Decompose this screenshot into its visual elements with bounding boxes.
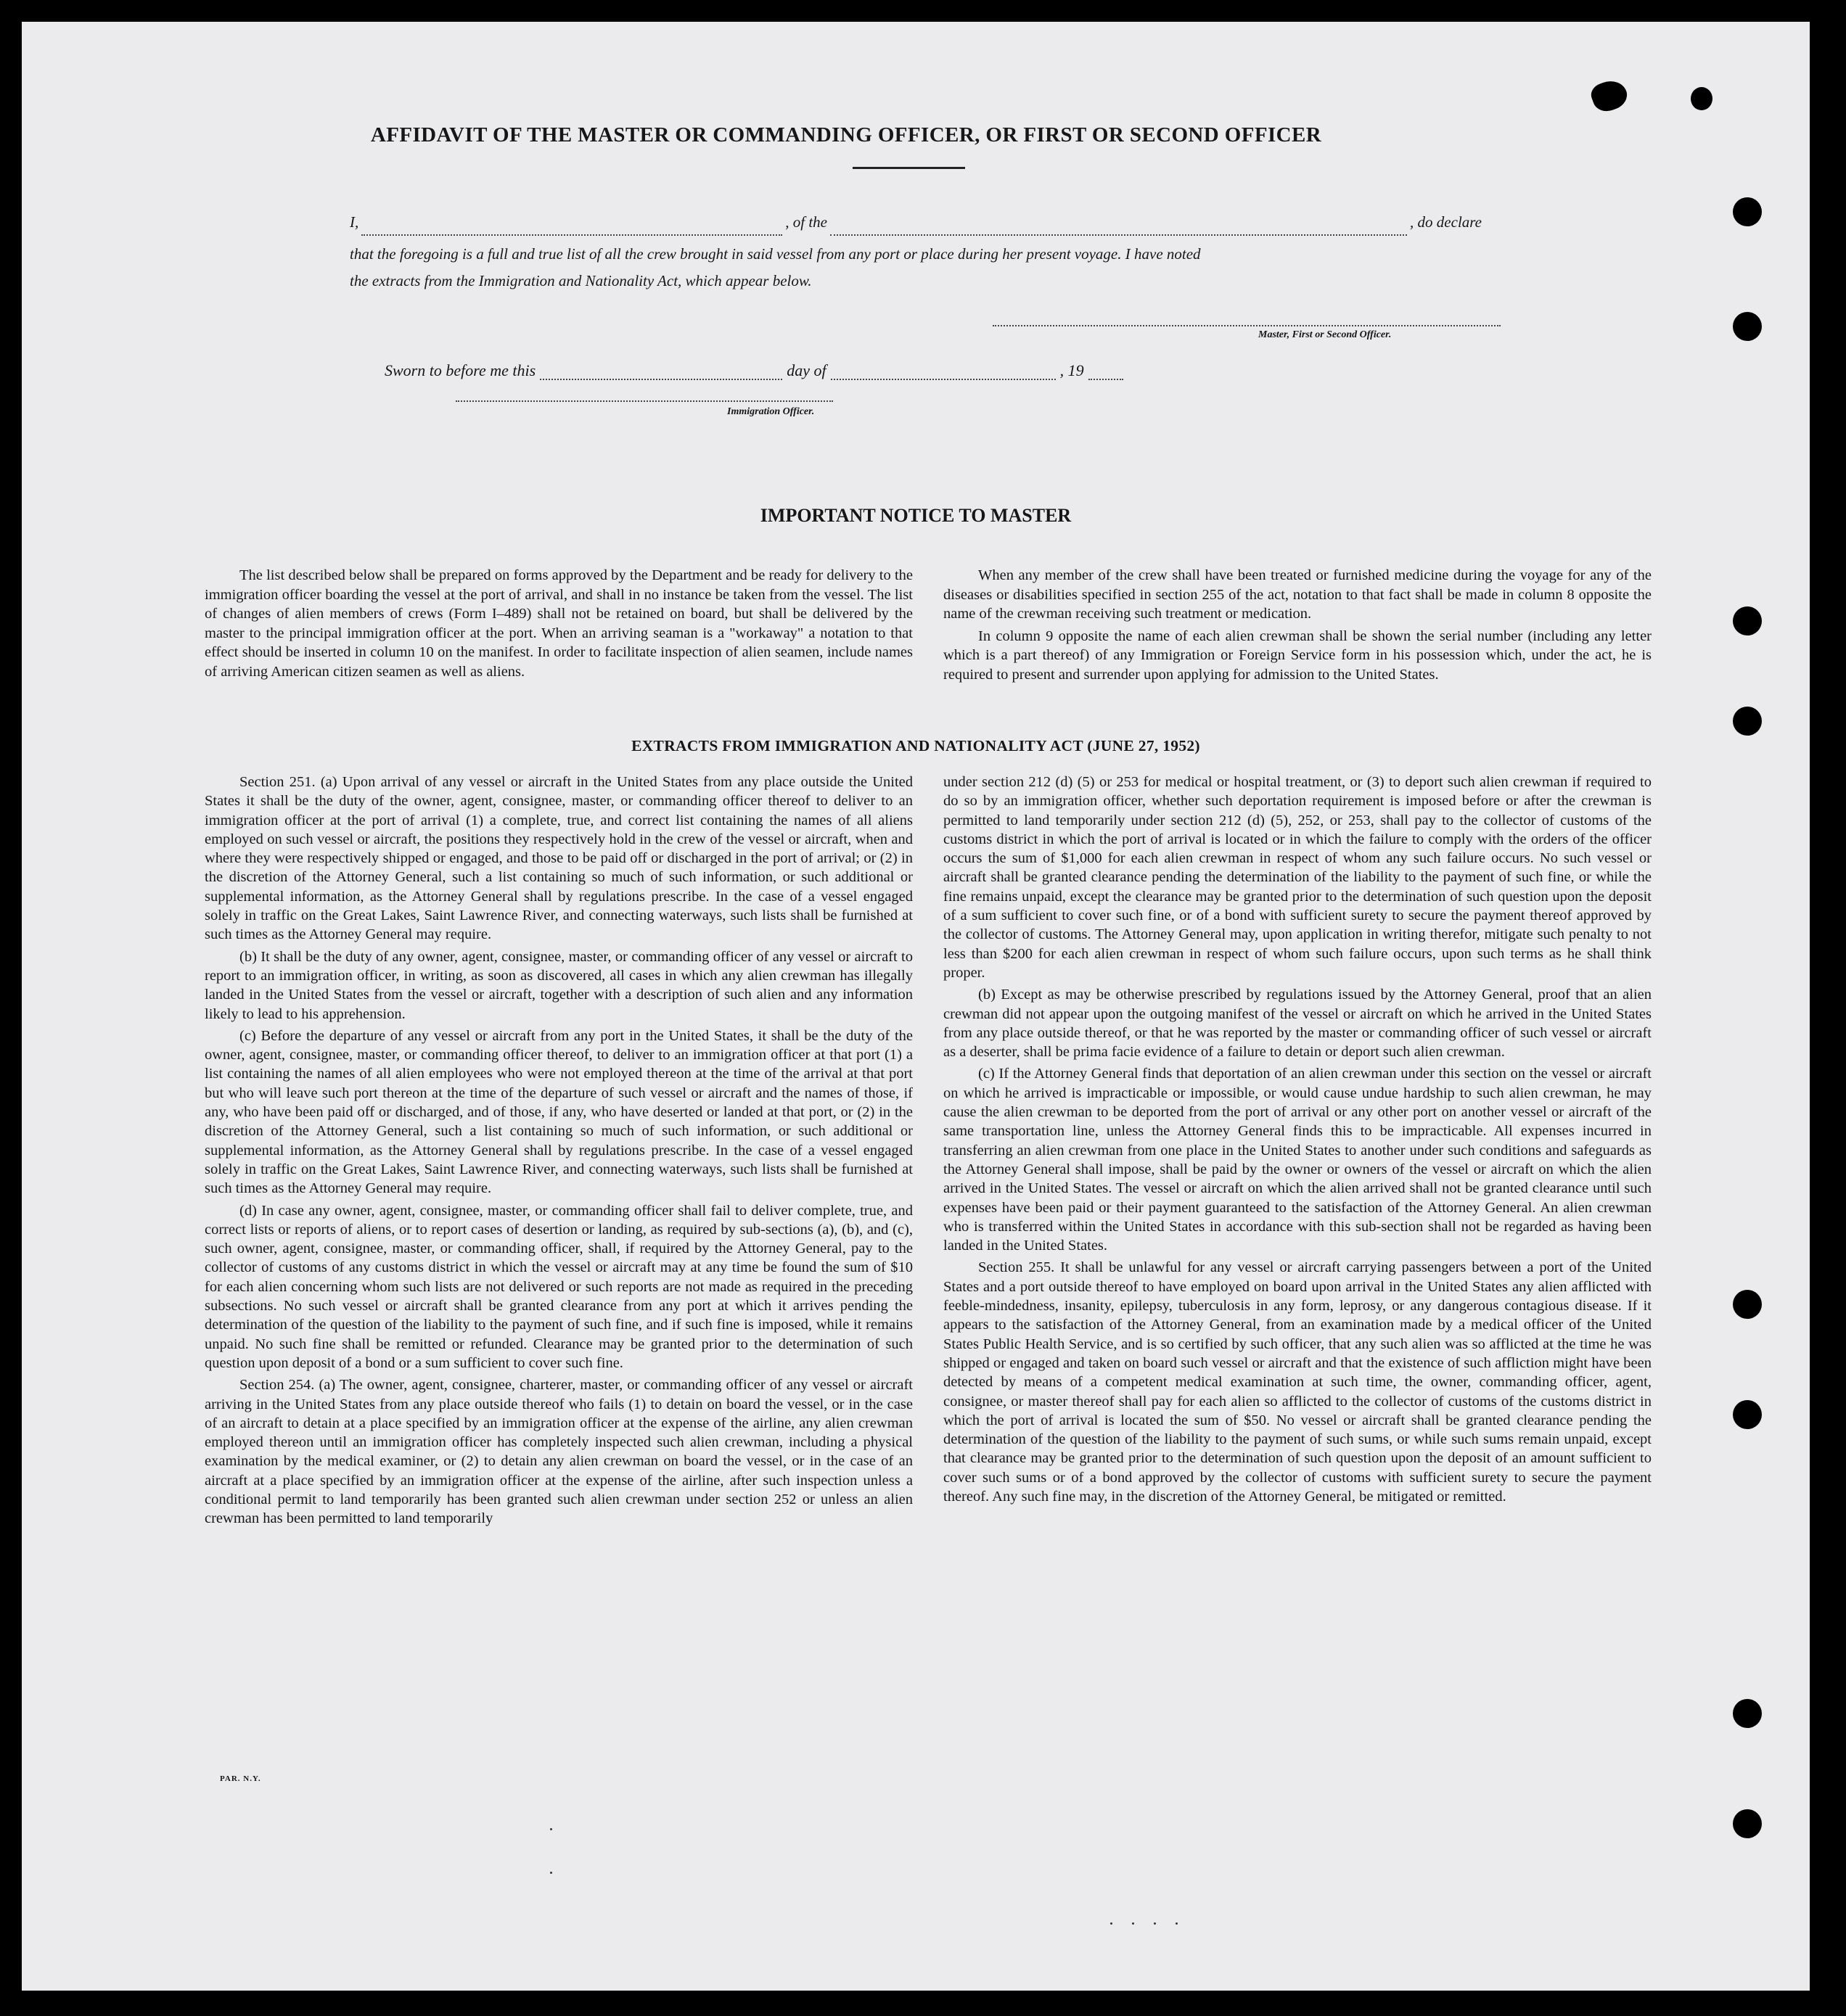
declaration-line-2: that the foregoing is a full and true list of all the crew brought in said vessel from any port or place during her present voyage. I have noted: [350, 245, 1201, 263]
notice-paragraph: In column 9 opposite the name of each alien crewman shall be shown the serial number (including any letter which is a part thereof) of any Immigration or Foreign Service form in his possession which, under the act, he is required to present and surrender upon applying for admission to the United States.: [943, 628, 1652, 683]
declaration-of-the: , of the: [785, 213, 827, 231]
section-254-a-continued: under section 212 (d) (5) or 253 for medical or hospital treatment, or (3) to deport such alien crewman if required to do so by an immigration officer, whether such deportation requirement is imposed before or after the crewman is permitted to land temporarily under section 212 (d) (5), 252, or 253, shall pay to the collector of customs of the customs district in which the port of arrival is located or in which the failure to comply with the orders of the officer occurs the sum of $1,000 for each alien crewman in respect of whom any such failure occurs. No such vessel or aircraft shall be granted clearance pending the determination of the liability to the payment of such fine, or while the fine remains unpaid, except the clearance may be granted prior to the determination of such question upon the deposit of a sum sufficient to cover such fine, or of a bond with sufficient surety to secure the payment thereof approved by the collector of customs. The Attorney General may, upon application in writing therefor, mitigate such penalty to not less than $200 for each alien crewman in respect of whom such failure occurs, upon such terms as he shall think proper.: [943, 774, 1652, 981]
extracts-left-column: [205, 773, 913, 1531]
document-page: [22, 22, 1810, 1991]
sworn-day-blank[interactable]: [540, 366, 782, 380]
punch-hole: [1733, 312, 1762, 341]
name-blank[interactable]: [361, 221, 782, 236]
section-251-d: (d) In case any owner, agent, consignee, master, or commanding officer shall fail to deliver complete, true, and correct lists or reports of aliens, or to report cases of desertion or landing, as required by sub-sections (a), (b), and (c), such owner, agent, consignee, master, or commanding officer, shall, if required by the Attorney General, pay to the collector of customs of any customs district in which the vessel or aircraft may at any time be found the sum of $10 for each alien concerning whom such lists are not delivered or such reports are not made as required in the preceding subsections. No such vessel or aircraft shall be granted clearance from any port at which it arrives pending the determination of the question of the liability to the payment of such fine, and if such fine is imposed, while it remains unpaid. No such fine shall be remitted or refunded. Clearance may be granted prior to the determination of such question upon deposit of a bond or a sum sufficient to cover such fine.: [205, 1202, 913, 1371]
section-254-a: Section 254. (a) The owner, agent, consignee, charterer, master, or commanding officer of any vessel or aircraft arriving in the United States from any place outside thereof who fails (1) to detain on board the vessel, or in the case of an aircraft to detain at a place specified by an immigration officer at the expense of the airline, any alien crewman employed thereon until an immigration officer has completely inspected such alien crewman, including a physical examination by the medical examiner, or (2) to detain any alien crewman on board the vessel, or in the case of an aircraft at a place specified by an immigration officer at the expense of the airline, after such inspection unless a conditional permit to land temporarily has been granted such alien crewman under section 252 or unless an alien crewman has been permitted to land temporarily: [205, 1377, 913, 1527]
section-251-a: Section 251. (a) Upon arrival of any vessel or aircraft in the United States from any place outside the United States it shall be the duty of the owner, agent, consignee, master, or commanding officer thereof to deliver to an immigration officer at the port of arrival (1) a complete, true, and correct list containing the names of all aliens employed on such vessel or aircraft, the positions they respectively hold in the crew of the vessel or aircraft, when and where they were respectively shipped or engaged, and those to be paid off or discharged in the port of arrival; or (2) in the discretion of the Attorney General, such a list containing so much of such information, or such additional or supplemental information, as the Attorney General shall by regulations prescribe. In the case of a vessel engaged solely in traffic on the Great Lakes, Saint Lawrence River, and connecting waterways, such lists shall be furnished at such times as the Attorney General may require.: [205, 774, 913, 943]
sworn-text: Sworn to before me this: [385, 361, 536, 379]
ink-blot: [1691, 87, 1712, 110]
sworn-year-prefix: , 19: [1059, 361, 1084, 379]
title-rule: [853, 167, 965, 169]
punch-hole: [1733, 707, 1762, 736]
sworn-line: [385, 361, 1241, 380]
sworn-day-of: day of: [787, 361, 826, 379]
immigration-officer-caption: Immigration Officer.: [727, 406, 815, 417]
declaration-line-3: the extracts from the Immigration and Nationality Act, which appear below.: [350, 272, 812, 289]
notice-paragraph: The list described below shall be prepared on forms approved by the Department and be ready for delivery to the immigration officer boarding the vessel at the port of arrival, and shall in no instance be taken from the vessel. The list of changes of alien members of crews (Form I–489) shall not be retained on board, but shall be delivered by the master to the principal immigration officer at the port. When an arriving seaman is a "workaway" a notation to that effect should be inserted in column 10 on the manifest. In order to facilitate inspection of alien seamen, include names of arriving American citizen seamen as well as aliens.: [205, 567, 913, 680]
section-254-c: (c) If the Attorney General finds that deportation of an alien crewman under this section on the vessel or aircraft on which he arrived is impracticable or impossible, or would cause undue hardship to such alien crewman, he may cause the alien crewman to be deported from the port of arrival or any other port on another vessel or aircraft of the same transportation line, unless the Attorney General finds this to be impracticable. All expenses incurred in transferring an alien crewman from one place in the United States to another under such conditions and safeguards as the Attorney General shall impose, shall be paid by the owner or owners of the vessel or aircraft on which the alien arrived in the United States. The vessel or aircraft on which the alien arrived shall not be granted clearance until such expenses have been paid or their payment guaranteed to the satisfaction of the Attorney General. An alien crewman who is transferred within the United States in accordance with this sub-section shall not be regarded as having been landed in the United States.: [943, 1066, 1652, 1254]
punch-hole: [1733, 606, 1762, 635]
master-signature-line[interactable]: [993, 325, 1501, 326]
punch-hole: [1733, 197, 1762, 226]
section-255: Section 255. It shall be unlawful for any vessel or aircraft carrying passengers between a port of the United States and a port outside thereof to have employed on board upon arrival in the United States any alien afflicted with feeble-mindedness, insanity, epilepsy, tuberculosis in any form, leprosy, or any dangerous contagious disease. If it appears to the satisfaction of the Attorney General, from an examination made by a medical officer of the United States Public Health Service, and is so certified by such officer, that any such alien was so afflicted at the time he was shipped or engaged and taken on board such vessel or aircraft and that the existence of such affliction might have been detected by means of a competent medical examination at such time, the owner, commanding officer, agent, consignee, or master thereof shall pay for each alien so afflicted to the collector of customs of the customs district in which the port of arrival is located the sum of $50. No vessel or aircraft shall be granted clearance pending the determination of the question of the liability to the payment of such sums, or while such sums remain unpaid, except that clearance may be granted prior to the determination of such question upon the deposit of an amount sufficient to cover such sums or of a bond approved by the collector of customs with sufficient surety to secure the payment thereof. Any such fine may, in the discretion of the Attorney General, be mitigated or remitted.: [943, 1259, 1652, 1505]
scan-speck: [1154, 1922, 1156, 1925]
section-251-c: (c) Before the departure of any vessel or aircraft from any port in the United States, it shall be the duty of the owner, agent, consignee, master, or commanding officer thereof, to deliver to an immigration officer at that port (1) a list containing the names of all alien employees who were not employed thereon at the time of the arrival at that port but who will leave such port thereon at the time of the departure of such vessel or aircraft and the names of those, if any, who have been paid off or discharged, and of those, if any, who have deserted or landed at that port, or (2) in the discretion of the Attorney General, such a list containing so much of such information, or such additional or supplemental information, as the Attorney General shall by regulations prescribe. In the case of a vessel engaged solely in traffic on the Great Lakes, Saint Lawrence River, and connecting waterways, such lists shall be furnished at such times as the Attorney General may require.: [205, 1027, 913, 1197]
punch-hole: [1733, 1290, 1762, 1319]
scan-speck: [1176, 1922, 1178, 1925]
notice-left-column: [205, 566, 913, 684]
sworn-year-blank[interactable]: [1088, 366, 1123, 380]
scan-speck: [550, 1828, 552, 1830]
scan-speck: [550, 1872, 552, 1874]
notice-paragraph: When any member of the crew shall have been treated or furnished medicine during the voyage for any of the diseases or disabilities specified in section 255 of the act, notation to that fact shall be made in column 8 opposite the name of the crewman receiving such treatment or medication.: [943, 567, 1652, 622]
affidavit-title: AFFIDAVIT OF THE MASTER OR COMMANDING OFFICER, OR FIRST OR SECOND OFFICER: [370, 123, 1322, 147]
declaration-do-declare: , do declare: [1410, 213, 1482, 231]
immigration-officer-line[interactable]: [456, 400, 833, 402]
scan-speck: [1132, 1922, 1134, 1925]
punch-hole: [1733, 1809, 1762, 1838]
punch-hole: [1733, 1400, 1762, 1429]
master-signature-caption: Master, First or Second Officer.: [1258, 329, 1392, 340]
sworn-month-blank[interactable]: [831, 366, 1056, 380]
section-254-b: (b) Except as may be otherwise prescribed by regulations issued by the Attorney General, proof that an alien crewman did not appear upon the outgoing manifest of the vessel or aircraft on which he arrived in the United States from any place outside thereof, or that he was reported by the master or commanding officer of such vessel or aircraft as a deserter, shall be prima facie evidence of a failure to detain or deport such alien crewman.: [943, 987, 1652, 1061]
extracts-title: EXTRACTS FROM IMMIGRATION AND NATIONALITY ACT (JUNE 27, 1952): [631, 737, 1200, 754]
printer-mark: PAR. N.Y.: [220, 1774, 261, 1783]
notice-title: IMPORTANT NOTICE TO MASTER: [760, 505, 1072, 526]
punch-hole: [1733, 1699, 1762, 1728]
notice-right-column: [943, 566, 1652, 687]
declaration-i: I,: [350, 213, 359, 231]
scan-speck: [1110, 1922, 1112, 1925]
declaration-line-1: [350, 209, 1482, 236]
extracts-right-column: [943, 773, 1652, 1509]
ink-blot: [1588, 76, 1631, 115]
section-251-b: (b) It shall be the duty of any owner, agent, consignee, master, or commanding officer of any vessel or aircraft to report to an immigration officer, in writing, as soon as discovered, all cases in which any alien crewman has illegally landed in the United States from the vessel or aircraft, together with a description of such alien and any information likely to lead to his apprehension.: [205, 948, 913, 1022]
vessel-blank[interactable]: [830, 221, 1407, 236]
